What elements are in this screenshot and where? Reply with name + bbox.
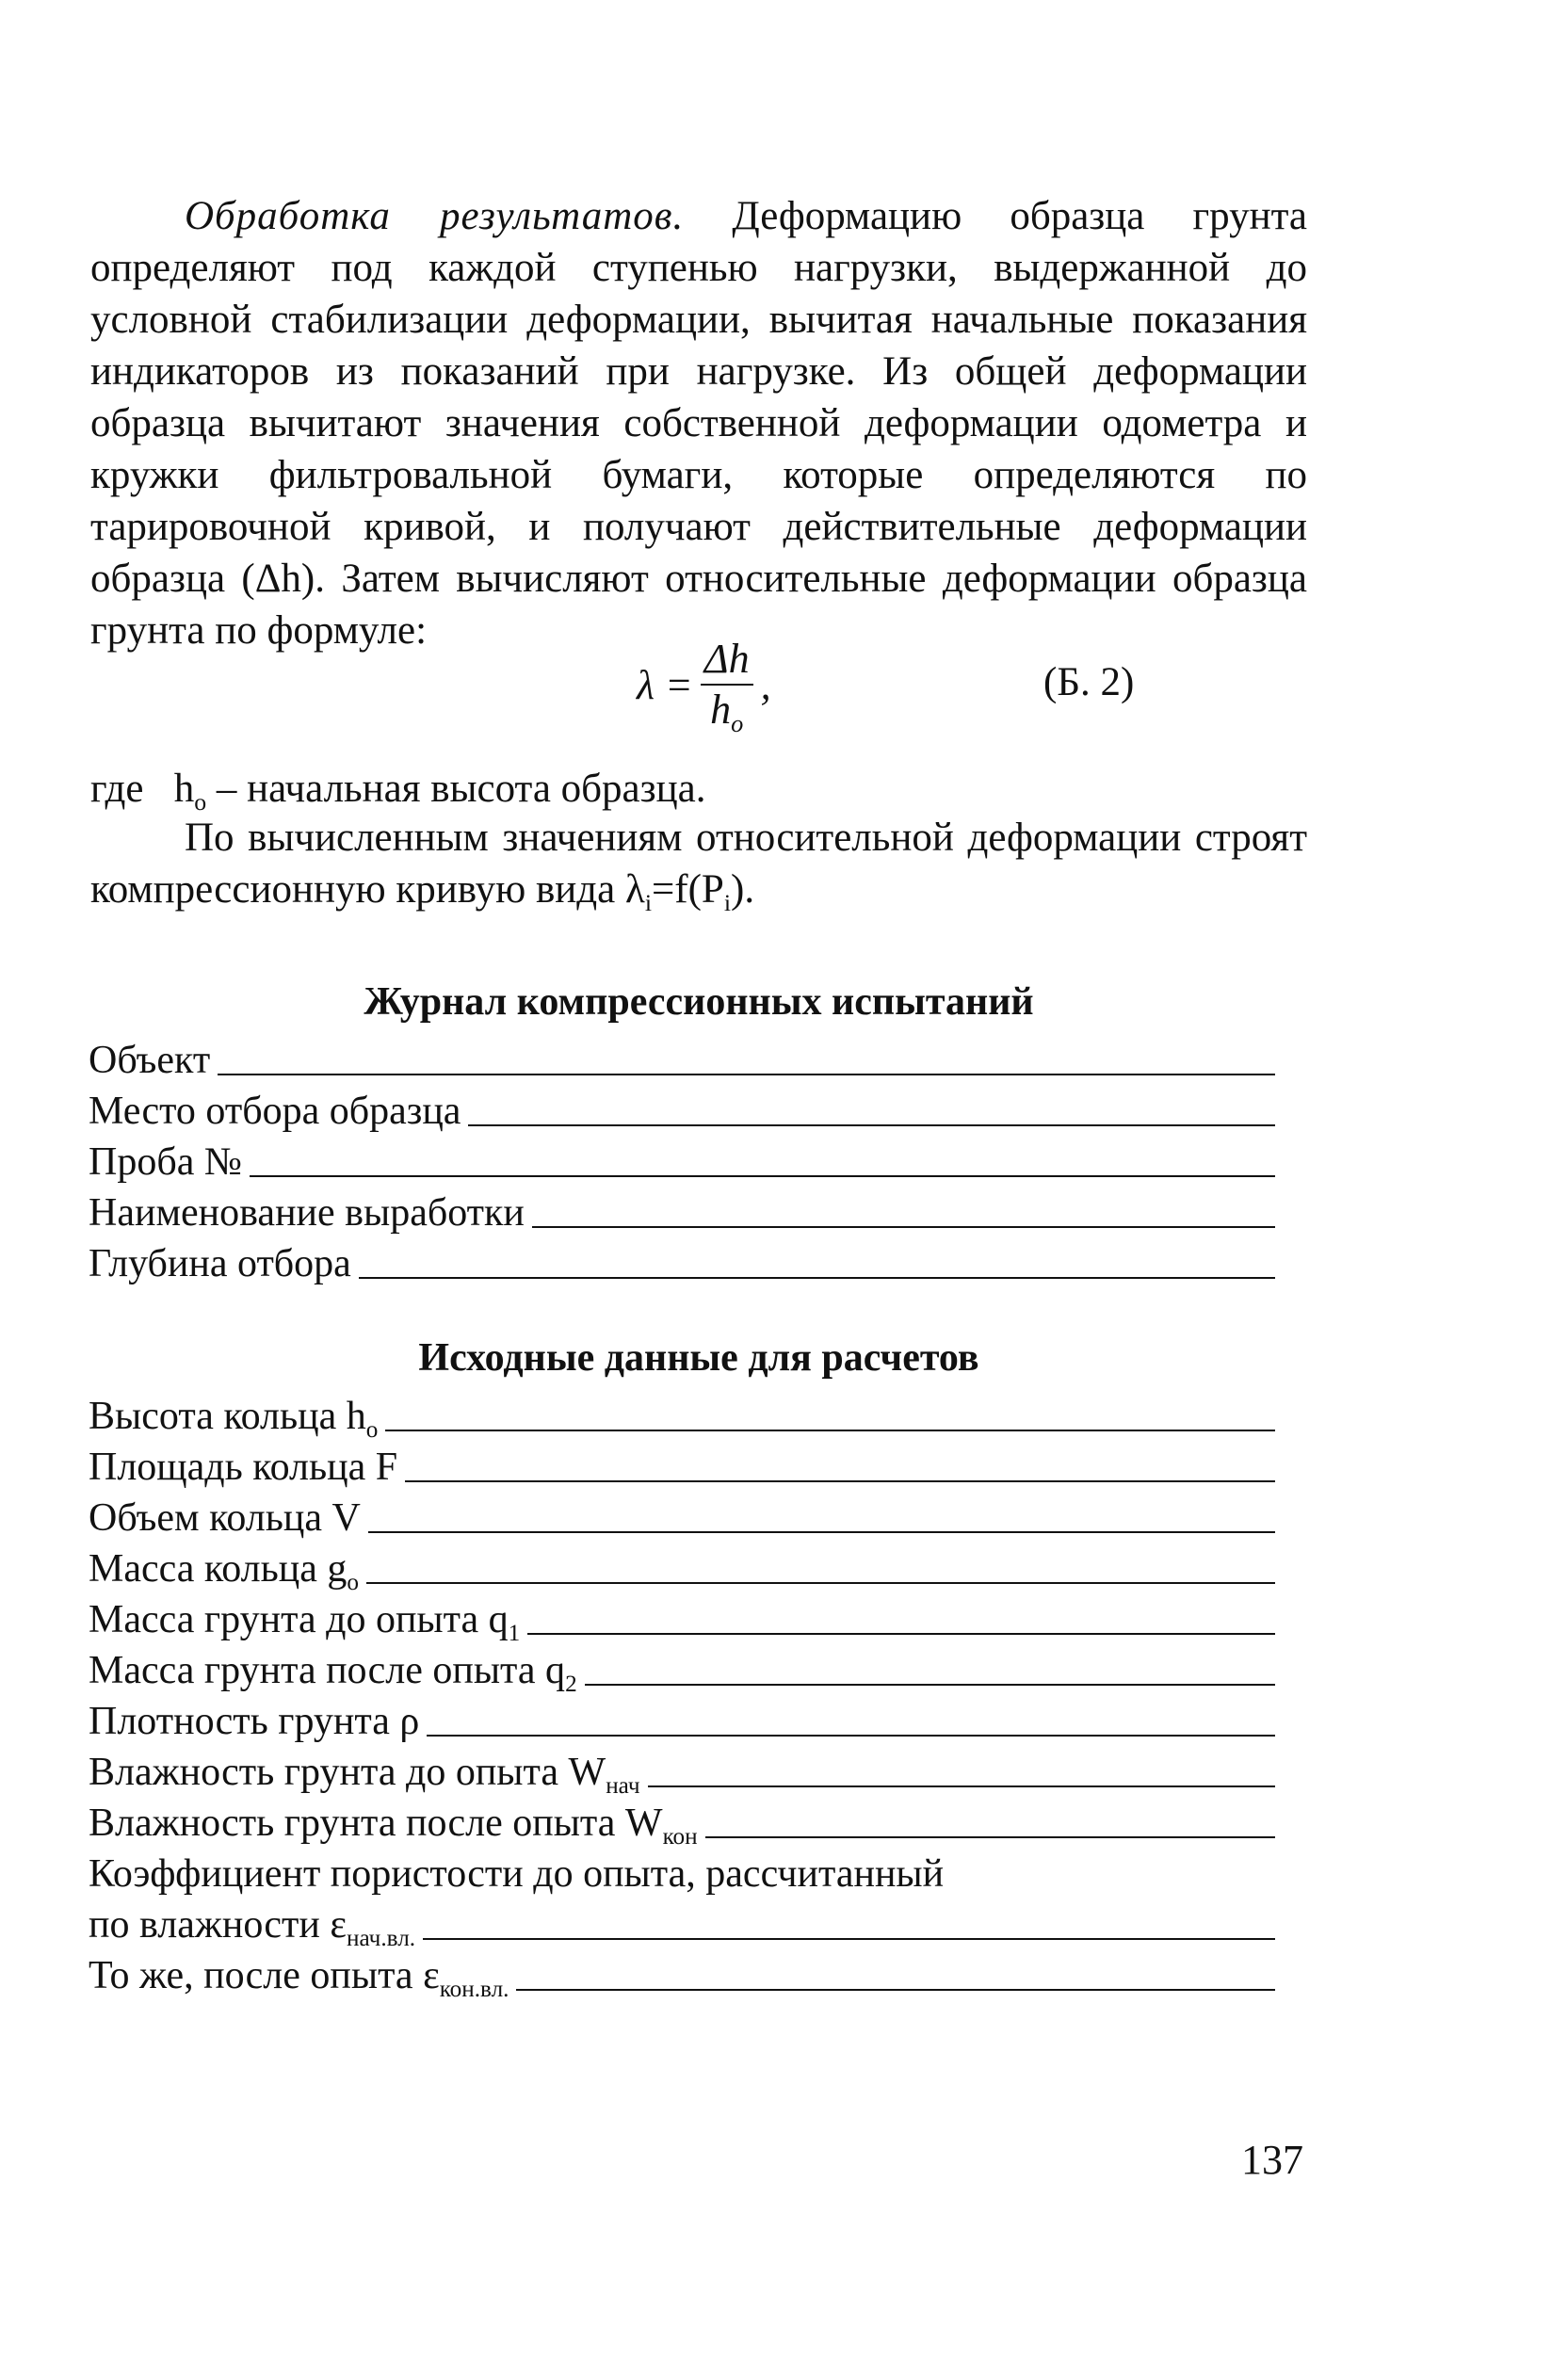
source-field[interactable]: Площадь кольца F	[89, 1439, 1275, 1490]
fill-line	[218, 1074, 1275, 1075]
formula-lhs: λ =	[637, 661, 693, 708]
source-field[interactable]: Масса грунта до опыта $q_1$	[89, 1592, 1275, 1642]
fill-line	[585, 1684, 1275, 1686]
formula-denominator: $h_o$	[710, 687, 744, 738]
formula-row	[90, 623, 1307, 746]
source-field[interactable]: Высота кольца $h_o$	[89, 1388, 1275, 1439]
fill-line	[468, 1124, 1275, 1126]
source-field[interactable]: Влажность грунта до опыта $W_{нач}$	[89, 1744, 1275, 1795]
source-field[interactable]: Масса грунта после опыта $q_2$	[89, 1642, 1275, 1693]
where-line: где $h_o$ – начальная высота образца.	[90, 767, 706, 816]
intro-text: Деформацию образца грунта определяют под каждой ступенью нагрузки, выдержанной до условной стабилизации деформации, вычитая начальные показания индикаторов из показаний при нагрузке. Из общей деформации образца вычитают значения собственной деформации одометра и кружки фильтровальной бумаги, которые определяются по тарировочной кривой, и получают действительные деформации образца (Δh). Затем вычисляют относительные деформации образца грунта по формуле:	[90, 194, 1307, 653]
fill-line	[427, 1735, 1275, 1737]
formula-fraction	[701, 636, 753, 738]
fill-line	[359, 1277, 1275, 1279]
formula-numerator: Δh	[701, 637, 753, 686]
fill-line	[385, 1430, 1275, 1431]
formula-trail: ,	[760, 661, 771, 708]
fill-line	[250, 1175, 1275, 1177]
conclusion-paragraph: По вычисленным значениям относительной деформации строят компрессионную кривую вида $\lambda_i=f(P_i)$.	[90, 816, 1307, 917]
intro-lead: Обработка результатов.	[185, 194, 685, 238]
fill-line	[705, 1836, 1275, 1838]
source-field[interactable]: Влажность грунта после опыта $W_{кон}$	[89, 1795, 1275, 1846]
journal-field[interactable]: Объект	[89, 1032, 1275, 1083]
source-field[interactable]: Масса кольца $g_o$	[89, 1541, 1275, 1592]
source-field[interactable]: Плотность грунта ρ	[89, 1693, 1275, 1744]
formula-number: (Б. 2)	[1043, 660, 1135, 704]
journal-title: Журнал компрессионных испытаний	[364, 980, 1034, 1024]
journal-field[interactable]: Наименование выработки	[89, 1185, 1275, 1236]
fill-line	[366, 1582, 1275, 1584]
fill-line	[527, 1633, 1275, 1635]
journal-field[interactable]: Глубина отбора	[89, 1236, 1275, 1286]
fill-line	[532, 1226, 1275, 1228]
source-field[interactable]: То же, после опыта $\varepsilon_{кон.вл.}$	[89, 1947, 1275, 1998]
page-number: 137	[1241, 2137, 1303, 2183]
fill-line	[516, 1989, 1275, 1991]
fill-line	[405, 1480, 1275, 1482]
source-field[interactable]: по влажности $\varepsilon_{нач.вл.}$	[89, 1897, 1275, 1947]
fill-line	[368, 1531, 1275, 1533]
journal-field[interactable]: Место отбора образца	[89, 1083, 1275, 1134]
journal-field[interactable]: Проба №	[89, 1134, 1275, 1185]
source-field[interactable]: Объем кольца V	[89, 1490, 1275, 1541]
formula	[637, 623, 771, 746]
fill-line	[648, 1785, 1275, 1787]
porosity-caption: Коэффициент пористости до опыта, рассчитанный	[89, 1852, 945, 1896]
intro-paragraph	[90, 190, 1307, 656]
source-data-title: Исходные данные для расчетов	[418, 1336, 979, 1380]
fill-line	[423, 1938, 1275, 1940]
